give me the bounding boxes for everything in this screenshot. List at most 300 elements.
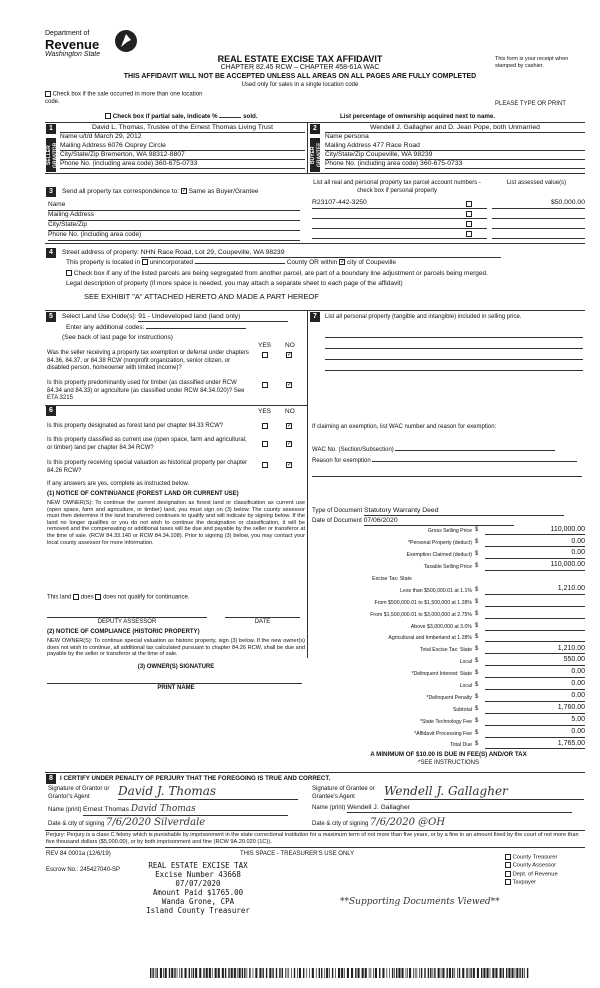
buyer-side-label: BUYER GRANTEE	[310, 138, 320, 172]
grantee-printed-name[interactable]: Wendell J. Gallagher	[347, 804, 572, 813]
personal-property-lines[interactable]	[325, 327, 583, 371]
tax-row	[312, 701, 585, 713]
barcode-bar	[469, 968, 470, 978]
segregate-row: Check box if any of the listed parcels are being segregated from another parcel, are part of a boundary line adjustment or parcels being merged.	[66, 270, 586, 278]
correspondence-fields	[48, 201, 300, 241]
tax-row-value[interactable]: 5.00	[485, 713, 585, 725]
parcel-number[interactable]: R23107-442-3250	[312, 199, 367, 206]
tax-row-value[interactable]: 1,765.00	[485, 737, 585, 749]
tax-table	[312, 523, 585, 749]
seller-city-value[interactable]: Bremerton, WA 98312-8807	[100, 151, 185, 158]
seller-name-value2[interactable]: u/t/d March 29, 2012	[79, 133, 142, 140]
barcode	[150, 968, 530, 978]
notice2-text: NEW OWNER(S): To continue special valuation as historic property, sign (3) below. If the new owner(s) does not wish to continue, all additional tax calculated pursuant to chapter 84.26 RCW, shall be due and payable by the seller or transferor at the time of sale.	[47, 638, 305, 658]
sec5-q2-no[interactable]: ✓	[287, 382, 293, 389]
barcode-bar	[199, 968, 201, 978]
corr-address-label[interactable]: Mailing Address	[48, 211, 300, 221]
notice1-title: (1) NOTICE OF CONTINUANCE (FOREST LAND OR CURRENT USE)	[47, 491, 239, 497]
copy-option: Taxpayer	[505, 879, 558, 887]
grantor-signature-label: Signature of Grantor or Grantor's Agent	[48, 786, 110, 800]
legal-description-value[interactable]: SEE EXHIBIT "A" ATTACHED HERETO AND MADE A PART HEREOF	[84, 292, 319, 301]
tax-row-value[interactable]: 550.00	[485, 654, 585, 666]
dor-emblem-icon	[113, 28, 139, 54]
barcode-bar	[409, 968, 411, 978]
barcode-bar	[249, 968, 250, 978]
buyer-block: Wendell J. Gallagher and D. Jean Pope, both Unmarried Name persona Mailing Address 477 Race Road City/State/Zip Coupeville, WA 98239 Phone No. (including area code) 360-675-0733	[325, 124, 585, 169]
tax-row-currency: $	[475, 539, 479, 546]
barcode-bar	[452, 968, 453, 978]
barcode-bar	[263, 968, 264, 978]
tax-row-currency: $	[475, 527, 479, 534]
tax-row-value[interactable]: 110,000.00	[485, 523, 585, 535]
barcode-bar	[415, 968, 416, 978]
barcode-bar	[387, 968, 388, 978]
barcode-bar	[255, 968, 257, 978]
type-print-note: PLEASE TYPE OR PRINT	[495, 101, 566, 107]
doc-type-row: Type of Document Statutory Warranty Deed	[312, 507, 582, 516]
barcode-bar	[338, 968, 340, 978]
seller-phone-value[interactable]: 360-675-0733	[155, 160, 198, 167]
barcode-bar	[389, 968, 390, 978]
copy-option: County Assessor	[505, 862, 558, 870]
tax-row-currency: $	[475, 622, 479, 629]
barcode-bar	[165, 968, 167, 978]
barcode-bar	[171, 968, 173, 978]
barcode-bar	[369, 968, 370, 978]
barcode-bar	[365, 968, 367, 978]
barcode-bar	[177, 968, 178, 978]
section-7-badge: 7	[310, 312, 320, 322]
sec6-q2-no[interactable]: ✓	[287, 441, 293, 448]
additional-codes-row: Enter any additional codes:	[66, 324, 302, 332]
tax-row-currency: $	[475, 670, 479, 677]
grantee-signature[interactable]: Wendell J. Gallagher	[384, 784, 584, 800]
section-4-badge: 4	[46, 248, 56, 258]
barcode-bar	[522, 968, 523, 978]
assessed-value[interactable]: $50,000.00	[492, 199, 585, 209]
sec6-q2-yes[interactable]	[262, 441, 268, 447]
tax-row-label: From $500,000.01 to $1,500,000 at 1.28%	[374, 599, 472, 606]
street-address-row: Street address of property: NHN Race Road, Lot 29, Coupeville, WA 98239	[62, 249, 572, 258]
barcode-bar	[287, 968, 288, 978]
street-address-value[interactable]: NHN Race Road, Lot 29, Coupeville, WA 98239	[141, 249, 501, 258]
barcode-bar	[239, 968, 241, 978]
notice2-title: (2) NOTICE OF COMPLIANCE (HISTORIC PROPERTY)	[47, 629, 200, 635]
barcode-bar	[282, 968, 283, 978]
barcode-bar	[174, 968, 175, 978]
reason-row: Reason for exemption	[312, 458, 582, 466]
tax-row-value[interactable]: 0.00	[485, 547, 585, 559]
barcode-bar	[424, 968, 425, 978]
tax-row-label: From $1,500,000.01 to $3,000,000 at 2.75%	[370, 611, 472, 618]
tax-row-value[interactable]	[485, 571, 585, 583]
tax-row	[312, 689, 585, 701]
sec5-q2-yes[interactable]	[262, 382, 268, 388]
barcode-bar	[483, 968, 485, 978]
barcode-bar	[508, 968, 510, 978]
barcode-bar	[519, 968, 520, 978]
barcode-bar	[291, 968, 292, 978]
stamp-line: Excise Number 43668	[155, 870, 241, 879]
stamp-line: Amount Paid $1765.00	[152, 888, 244, 897]
tax-row-label: Total Excise Tax: State	[419, 647, 472, 654]
tax-row-label: Taxable Selling Price	[423, 564, 472, 571]
grantor-printed-name[interactable]: Ernest Thomas	[83, 806, 129, 813]
barcode-bar	[288, 968, 289, 978]
personal-property-label: List all personal property (tangible and intangible) included in selling price.	[325, 314, 522, 320]
barcode-bar	[181, 968, 182, 978]
barcode-bar	[500, 968, 502, 978]
buyer-phone-value[interactable]: 360-675-0733	[420, 160, 463, 167]
tax-row	[312, 725, 585, 737]
exemption-label: If claiming an exemption, list WAC number and reason for exemption:	[312, 424, 497, 430]
barcode-bar	[225, 968, 226, 978]
corr-name-label[interactable]: Name	[48, 201, 300, 211]
tax-row-value[interactable]	[485, 594, 585, 606]
barcode-bar	[272, 968, 273, 978]
tax-row-value[interactable]: 110,000.00	[485, 559, 585, 571]
barcode-bar	[231, 968, 233, 978]
barcode-bar	[169, 968, 170, 978]
multi-loc-row: Check box if the sale occurred in more than one location code.	[45, 91, 203, 106]
tax-row	[312, 737, 585, 749]
doc-type-value[interactable]: Statutory Warranty Deed	[364, 507, 564, 516]
tax-row	[312, 523, 585, 535]
barcode-bar	[279, 968, 280, 978]
sec5-no-head: NO	[285, 342, 295, 349]
doc-date-value[interactable]: 07/06/2020	[364, 517, 514, 526]
barcode-bar	[157, 968, 158, 978]
barcode-bar	[398, 968, 400, 978]
supporting-documents-stamp: **Supporting Documents Viewed**	[340, 897, 500, 907]
barcode-bar	[203, 968, 204, 978]
barcode-bar	[155, 968, 156, 978]
sec6-q1-yes[interactable]	[262, 423, 268, 429]
tax-row-label: Less than $500,000.01 at 1.1%	[400, 587, 472, 594]
tax-row	[312, 582, 585, 594]
assessor-date-label: DATE	[254, 619, 271, 625]
barcode-bar	[309, 968, 310, 978]
same-as-buyer-checkbox[interactable]: ✓	[181, 188, 187, 195]
grantee-date-row: Date & city of signing 7/6/2020 @OH	[312, 817, 584, 831]
tax-row	[312, 654, 585, 666]
barcode-bar	[457, 968, 458, 978]
segregate-checkbox[interactable]	[66, 270, 72, 276]
form-title: REAL ESTATE EXCISE TAX AFFIDAVIT	[217, 54, 383, 64]
stamp-line: 07/07/2020	[175, 879, 221, 888]
grantor-signature[interactable]: David J. Thomas	[118, 784, 298, 800]
barcode-bar	[294, 968, 295, 978]
this-land-row: This land does does not qualify for continuance.	[47, 594, 190, 601]
tax-row-value[interactable]: 0.00	[485, 689, 585, 701]
barcode-bar	[355, 968, 356, 978]
tax-row-label: Exemption Claimed (deduct)	[406, 552, 472, 559]
dept-line2: Revenue	[45, 36, 100, 52]
tax-row-currency: $	[475, 681, 479, 688]
sec6-no-head: NO	[285, 408, 295, 415]
form-sub: Used only for sales in a single location code	[241, 82, 359, 88]
barcode-bar	[212, 968, 213, 978]
tax-row	[312, 559, 585, 571]
barcode-bar	[234, 968, 236, 978]
partial-sale-checkbox[interactable]	[105, 113, 111, 119]
copy-distribution	[505, 854, 558, 887]
dor-logo	[45, 30, 145, 60]
see-instructions-note: *SEE INSTRUCTIONS	[417, 760, 479, 766]
seller-side-label: SELLER GRANTOR	[46, 138, 56, 172]
barcode-bar	[332, 968, 333, 978]
barcode-bar	[495, 968, 497, 978]
sec6-q3-no[interactable]: ✓	[287, 462, 293, 469]
sec6-q3-yes[interactable]	[262, 462, 268, 468]
tax-row-value[interactable]	[485, 606, 585, 618]
tax-row-label: Excise Tax: State	[372, 575, 412, 582]
legal-description-label: Legal description of property (if more space is needed, you may attach a separate sheet to each page of the affidavit)	[66, 280, 403, 287]
barcode-bar	[179, 968, 180, 978]
certify-statement: I CERTIFY UNDER PENALTY OF PERJURY THAT THE FOREGOING IS TRUE AND CORRECT.	[60, 775, 331, 782]
barcode-bar	[462, 968, 464, 978]
barcode-bar	[228, 968, 229, 978]
barcode-bar	[321, 968, 322, 978]
barcode-bar	[477, 968, 479, 978]
barcode-bar	[524, 968, 525, 978]
sec5-q1-no[interactable]: ✓	[287, 352, 293, 359]
barcode-bar	[428, 968, 429, 978]
tax-row-currency: $	[475, 563, 479, 570]
tax-row	[312, 666, 585, 678]
barcode-bar	[449, 968, 451, 978]
barcode-bar	[490, 968, 491, 978]
barcode-bar	[160, 968, 162, 978]
seller-name-value[interactable]: David L. Thomas, Trustee of the Ernest Thomas Living Trust	[60, 124, 305, 133]
barcode-bar	[215, 968, 217, 978]
barcode-bar	[527, 968, 528, 978]
barcode-bar	[335, 968, 336, 978]
seller-address-value[interactable]: 6076 Osprey Circle	[107, 142, 166, 149]
tax-row-value[interactable]: 0.00	[485, 535, 585, 547]
form-chapter: CHAPTER 82.45 RCW – CHAPTER 458-61A WAC	[220, 64, 380, 71]
stamp-line: Wanda Grone, CPA	[161, 897, 235, 906]
corr-phone-label[interactable]: Phone No. (including area code)	[48, 231, 300, 241]
barcode-bar	[269, 968, 271, 978]
tax-row-currency	[475, 571, 485, 583]
tax-row-currency: $	[475, 586, 479, 593]
wac-row: WAC No. (Section/Subsection)	[312, 447, 582, 455]
tax-row-label: *Personal Property (deduct)	[407, 540, 472, 547]
barcode-bar	[152, 968, 153, 978]
tax-row-value[interactable]: 0.00	[485, 666, 585, 678]
barcode-bar	[430, 968, 431, 978]
copy-option: Dept. of Revenue	[505, 871, 558, 879]
buyer-city-value[interactable]: Coupeville, WA 98239	[365, 151, 433, 158]
sec5-q2: Is this property predominantly used for timber (as classified under RCW 84.34 and 84.33) or agriculture (as classified under RCW 84.34.020)? See ETA 3215	[47, 380, 245, 401]
parcel-list	[312, 199, 487, 239]
tax-row-label: Total Due	[450, 742, 472, 749]
barcode-bar	[392, 968, 393, 978]
sec6-q2: Is this property classified as current use (open space, farm and agricultural, or timber) land per chapter 84.34 RCW?	[47, 437, 247, 451]
grantor-name-row: Name (print) Ernest Thomas David Thomas	[48, 804, 298, 816]
sec5-yes-head: YES	[258, 342, 272, 349]
assessed-list	[492, 199, 585, 239]
barcode-bar	[319, 968, 320, 978]
barcode-bar	[382, 968, 384, 978]
barcode-bar	[237, 968, 238, 978]
barcode-bar	[438, 968, 440, 978]
section-2-badge: 2	[310, 124, 320, 134]
land-use-row: Select Land Use Code(s): 91 - Undeveloped land (land only)	[62, 313, 302, 322]
tax-row-value[interactable]	[485, 630, 585, 642]
tax-row	[312, 594, 585, 606]
barcode-bar	[396, 968, 397, 978]
perjury-statement: Perjury: Perjury is a class C felony which is punishable by imprisonment in the state correctional institution for a maximum term of not more than five years, or by a fine in an amount fixed by the court of not more than five thousand dollars ($5,000.00), or by both imprisonment and fine (RCW 9A.20.020 (1C)).	[46, 832, 579, 845]
barcode-bar	[150, 968, 151, 978]
tax-row-currency: $	[475, 658, 479, 665]
unincorporated-checkbox[interactable]	[142, 259, 148, 265]
tax-row-label: *Delinquent Penalty	[426, 694, 472, 701]
barcode-bar	[324, 968, 325, 978]
tax-row-label: Local	[459, 659, 472, 666]
barcode-bar	[344, 968, 345, 978]
tax-row-label: Local	[459, 682, 472, 689]
sec5-q1-yes[interactable]	[262, 352, 268, 358]
dept-line3: Washington State	[45, 50, 101, 58]
barcode-bar	[347, 968, 349, 978]
barcode-bar	[406, 968, 407, 978]
grantor-date-row: Date & city of signing 7/6/2020 Silverdale	[48, 817, 298, 831]
pct-list-note: List percentage of ownership acquired next to name.	[340, 113, 496, 120]
barcode-bar	[299, 968, 301, 978]
tax-row-label: Subtotal	[452, 706, 472, 713]
tax-row-label: Agricultural and timberland at 1.28%	[388, 635, 472, 642]
grantee-date-city[interactable]: 7/6/2020 @OH	[370, 817, 565, 831]
partial-sale-row: Check box if partial sale, indicate % sold.	[105, 113, 258, 121]
tax-row	[312, 535, 585, 547]
notice1-text: NEW OWNER(S): To continue the current designation as forest land or classification as current use (open space, farm and agriculture, or timber) land, you must sign on (3) below. The county assessor must then determine if the land transferred continues to qualify and will indicate by signing below. If the land no longer qualifies or you do not wish to continue the designation or classification, it will be removed and the compensating or additional taxes will be due and payable by the seller or transferor at the time of sale. (RCW 84.33.140 or RCW 84.34.108). Prior to signing (3) below, you may contact your local county assessor for more information.	[47, 500, 305, 546]
barcode-bar	[506, 968, 507, 978]
barcode-bar	[163, 968, 164, 978]
tax-row-label: Gross Selling Price	[427, 528, 472, 535]
barcode-bar	[442, 968, 444, 978]
seller-block: David L. Thomas, Trustee of the Ernest Thomas Living Trust Name u/t/d March 29, 2012 Mailing Address 6076 Osprey Circle City/State/Zip Bremerton, WA 98312-8807 Phone No. (including area code) 360-675-0733	[60, 124, 305, 169]
tax-row-value[interactable]: 0.00	[485, 725, 585, 737]
sec6-yes-head: YES	[258, 408, 272, 415]
treasurer-use-label: THIS SPACE - TREASURER'S USE ONLY	[240, 851, 355, 857]
parcel-heading: List all real and personal property tax parcel account numbers - check box if personal property	[313, 180, 481, 194]
barcode-bar	[316, 968, 317, 978]
land-use-code[interactable]: 91 - Undeveloped land (land only)	[138, 313, 288, 322]
barcode-bar	[407, 968, 408, 978]
barcode-bar	[515, 968, 516, 978]
buyer-name-value2[interactable]: persona	[344, 133, 369, 140]
receipt-note: This form is your receipt when stamped by cashier.	[495, 56, 569, 69]
tax-row-currency: $	[475, 693, 479, 700]
corr-city-label[interactable]: City/State/Zip	[48, 221, 300, 231]
sec6-q1-no[interactable]: ✓	[287, 423, 293, 430]
barcode-bar	[253, 968, 254, 978]
barcode-bar	[276, 968, 277, 978]
barcode-bar	[303, 968, 304, 978]
barcode-bar	[470, 968, 471, 978]
grantor-hw-name: David Thomas	[130, 804, 196, 814]
tax-row-value[interactable]: 0.00	[485, 678, 585, 690]
tax-row-currency: $	[475, 741, 479, 748]
barcode-bar	[195, 968, 197, 978]
tax-row	[312, 713, 585, 725]
multi-loc-checkbox[interactable]	[45, 91, 51, 97]
grantee-name-row: Name (print) Wendell J. Gallagher	[312, 804, 584, 813]
tax-row-value[interactable]	[485, 618, 585, 630]
barcode-bar	[209, 968, 211, 978]
tax-row-currency: $	[475, 729, 479, 736]
barcode-bar	[516, 968, 518, 978]
tax-row-currency: $	[475, 551, 479, 558]
tax-row-label: *Affidavit Processing Fee	[414, 730, 472, 737]
barcode-bar	[417, 968, 418, 978]
tax-row-currency: $	[475, 610, 479, 617]
barcode-bar	[421, 968, 422, 978]
barcode-bar	[341, 968, 343, 978]
tax-row-value[interactable]: 1,760.00	[485, 701, 585, 713]
escrow-number: Escrow No.: 245427040-SP	[46, 867, 121, 873]
tax-row-value[interactable]: 1,210.00	[485, 582, 585, 594]
barcode-bar	[371, 968, 372, 978]
barcode-bar	[206, 968, 208, 978]
grantor-date-city[interactable]: 7/6/2020 Silverdale	[106, 817, 281, 831]
barcode-bar	[481, 968, 482, 978]
doc-date-row: Date of Document 07/06/2020	[312, 517, 582, 526]
barcode-bar	[351, 968, 353, 978]
buyer-name-value[interactable]: Wendell J. Gallagher and D. Jean Pope, both Unmarried	[325, 124, 585, 133]
tax-row-currency: $	[475, 717, 479, 724]
section-6-badge: 6	[46, 406, 56, 416]
barcode-bar	[413, 968, 414, 978]
tax-row	[312, 606, 585, 618]
sec6-if-yes: If any answers are yes, complete as instructed below.	[47, 481, 190, 487]
tax-row	[312, 618, 585, 630]
tax-row-currency: $	[475, 646, 479, 653]
barcode-bar	[306, 968, 307, 978]
barcode-bar	[247, 968, 248, 978]
section-1-badge: 1	[46, 124, 56, 134]
barcode-bar	[193, 968, 194, 978]
rev-number: REV 84 0001a (12/6/19)	[46, 851, 111, 857]
barcode-bar	[379, 968, 380, 978]
barcode-bar	[375, 968, 377, 978]
barcode-bar	[373, 968, 374, 978]
barcode-bar	[285, 968, 286, 978]
sec6-q3: Is this property receiving special valuation as historical property per chapter 84.26 RCW?	[47, 460, 248, 474]
barcode-bar	[503, 968, 504, 978]
tax-row	[312, 547, 585, 559]
located-row: This property is located in unincorporated County OR within ✓ city of Coupeville	[66, 259, 397, 266]
barcode-bar	[466, 968, 467, 978]
barcode-bar	[222, 968, 224, 978]
barcode-bar	[454, 968, 455, 978]
buyer-address-value[interactable]: 477 Race Road	[372, 142, 420, 149]
copy-option: County Treasurer	[505, 854, 558, 862]
stamp-line: REAL ESTATE EXCISE TAX	[148, 861, 248, 870]
assessed-heading: List assessed value(s)	[506, 180, 567, 186]
section-3-badge: 3	[46, 187, 56, 197]
city-checkbox[interactable]: ✓	[340, 259, 346, 266]
barcode-bar	[362, 968, 364, 978]
tax-row	[312, 571, 585, 583]
barcode-bar	[297, 968, 298, 978]
tax-row-label: *Delinquent Interest: State	[411, 671, 472, 678]
tax-row-value[interactable]: 1,210.00	[485, 642, 585, 654]
barcode-bar	[459, 968, 460, 978]
print-name-label: PRINT NAME	[157, 685, 195, 691]
